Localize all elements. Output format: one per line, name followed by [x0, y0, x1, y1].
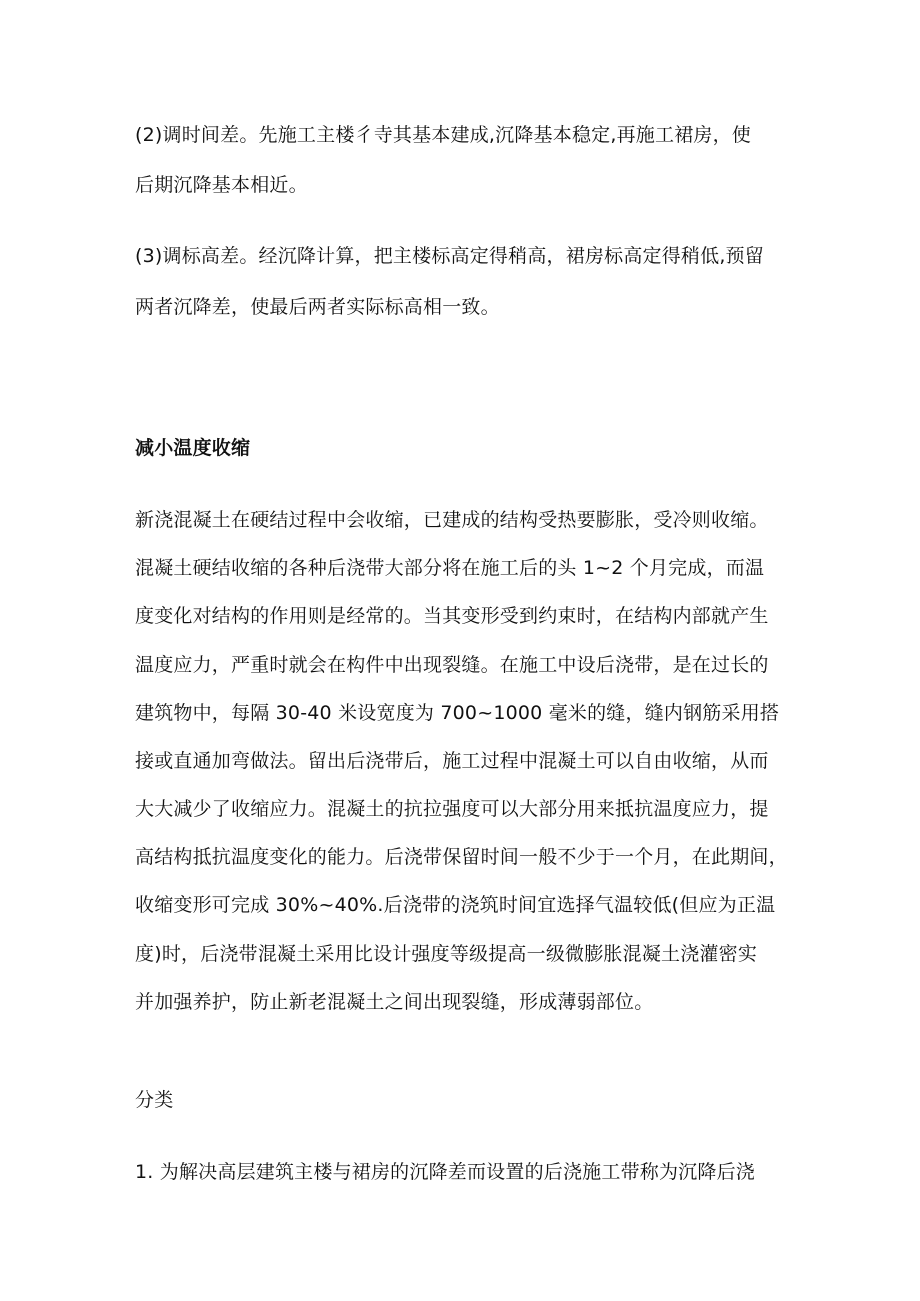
- body-line: 混凝土硬结收缩的各种后浇带大部分将在施工后的头 1~2 个月完成，而温: [135, 557, 765, 579]
- body-line: 收缩变形可完成 30%~40%.后浇带的浇筑时间宜选择气温较低(但应为正温: [135, 894, 776, 916]
- list-item: 1. 为解决高层建筑主楼与裙房的沉降差而设置的后浇施工带称为沉降后浇: [135, 1161, 755, 1183]
- body-line: 大大减少了收缩应力。混凝土的抗拉强度可以大部分用来抵抗温度应力，提: [135, 798, 769, 820]
- body-line: 接或直通加弯做法。留出后浇带后，施工过程中混凝土可以自由收缩，从而: [135, 750, 769, 772]
- paragraph-3-line-1: (3)调标高差。经沉降计算，把主楼标高定得稍高，裙房标高定得稍低,预留: [135, 245, 764, 267]
- body-line: 并加强养护，防止新老混凝土之间出现裂缝，形成薄弱部位。: [135, 991, 654, 1013]
- body-line: 建筑物中，每隔 30-40 米设宽度为 700~1000 毫米的缝，缝内钢筋采用搭: [135, 702, 780, 724]
- category-title: 分类: [135, 1089, 174, 1111]
- body-line: 度)时，后浇带混凝土采用比设计强度等级提高一级微膨胀混凝土浇灌密实: [135, 943, 758, 965]
- body-line: 温度应力，严重时就会在构件中出现裂缝。在施工中设后浇带，是在过长的: [135, 654, 769, 676]
- body-line: 高结构抵抗温度变化的能力。后浇带保留时间一般不少于一个月，在此期间，: [135, 846, 788, 868]
- paragraph-3-line-2: 两者沉降差，使最后两者实际标高相一致。: [135, 296, 500, 318]
- body-line: 度变化对结构的作用则是经常的。当其变形受到约束时，在结构内部就产生: [135, 605, 769, 627]
- section-heading: 减小温度收缩: [135, 437, 251, 459]
- paragraph-2-line-1: (2)调时间差。先施工主楼彳寺其基本建成,沉降基本稳定,再施工裙房，使: [135, 124, 751, 146]
- paragraph-2-line-2: 后期沉降基本相近。: [135, 174, 308, 196]
- body-line: 新浇混凝土在硬结过程中会收缩，已建成的结构受热要膨胀，受冷则收缩。: [135, 509, 769, 531]
